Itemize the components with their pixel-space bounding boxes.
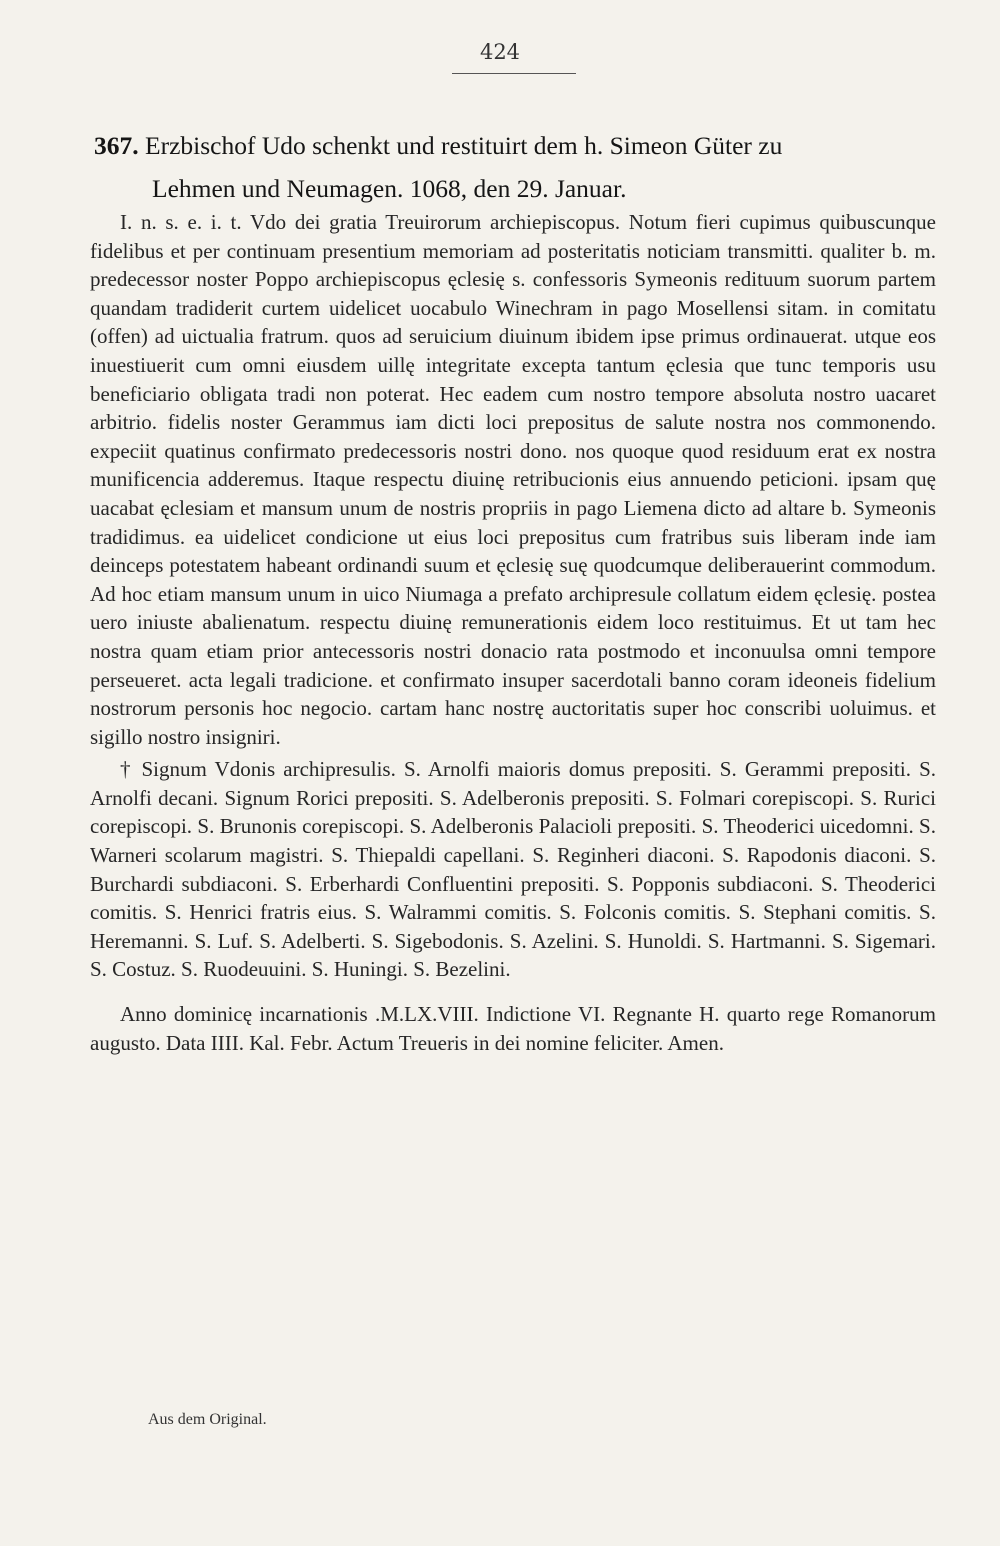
charter-heading <box>94 124 944 210</box>
heading-line2: Lehmen und Neumagen. 1068, den 29. Januar. <box>152 174 627 203</box>
charter-text: I. n. s. e. i. t. Vdo dei gratia Treuirorum archiepiscopus. Notum fieri cupimus quibuscunque fidelibus et per continuam presentium memoriam ad posteritatis noticiam transmitti. qualiter b. m. predecessor noster Poppo archiepiscopus ęclesię s. confessoris Symeonis redituum suorum partem quandam tradiderit curtem uidelicet uocabulo Winechram in pago Mosellensi sitam. in comitatu (offen) ad uictualia fratrum. quos ad seruicium diuinum ibidem ipse primus ordinauerat. utque eos inuestiuerit cum omni eiusdem uillę integritate excepta tantum ęclesia que tunc temporis usu beneficiario obligata tradi non poterat. Hec eadem cum nostro tempore absoluta nostro uacaret arbitrio. fidelis noster Gerammus iam dicti loci prepositus de salute nostra nos commonendo. expeciit quatinus confirmato predecessoris nostri dono. nos quoque quod residuum erat ex nostra munificencia adderemus. Itaque respectu diuinę retribucionis eius annuendo peticioni. ipsam quę uacabat ęclesiam et mansum unum de nostris propriis in pago Liemena dicto ad altare b. Symeonis tradidimus. ea uidelicet condicione ut eius loci prepositus cum fratribus suis liberam inde iam deinceps potestatem habeant ordinandi suum et ęclesię suę quodcumque deliberauerint commodum. Ad hoc etiam mansum unum in uico Niumaga a prefato archipresule collatum eidem ęclesię. postea uero iniuste abalienatum. respectu diuinę remunerationis eidem loco restituimus. Et ut tam hec nostra quam etiam prior antecessoris nostri donacio rata postmodo et inconuulsa omni tempore perseueret. acta legali tradicione. et confirmato insuper sacerdotali banno coram ideoneis fidelium nostrorum personis hoc negocio. cartam hanc nostrę auctoritatis super hoc conscribi uoluimus. et sigillo nostro insigniri. <box>90 210 936 749</box>
dating-clause: Anno dominicę incarnationis .M.LX.VIII. Indictione VI. Regnante H. quarto rege Romanorum augusto. Data IIII. Kal. Febr. Actum Treueris in dei nomine feliciter. Amen. <box>90 1002 936 1055</box>
heading-line1: Erzbischof Udo schenkt und restituirt dem h. Simeon Güter zu <box>145 131 783 160</box>
page-rule <box>452 73 576 74</box>
witness-list: † Signum Vdonis archipresulis. S. Arnolfi maioris domus prepositi. S. Gerammi prepositi. S. Arnolfi decani. Signum Rorici prepositi. S. Adelberonis prepositi. S. Folmari corepiscopi. S. Rurici corepiscopi. S. Brunonis corepiscopi. S. Adelberonis Palacioli prepositi. S. Theoderici uicedomni. S. Warneri scolarum magistri. S. Thiepaldi capellani. S. Reginheri diaconi. S. Rapodonis diaconi. S. Burchardi subdiaconi. S. Erberhardi Confluentini prepositi. S. Popponis subdiaconi. S. Theoderici comitis. S. Henrici fratris eius. S. Walrammi comitis. S. Folconis comitis. S. Stephani comitis. S. Heremanni. S. Luf. S. Adelberti. S. Sigebodonis. S. Azelini. S. Hunoldi. S. Hartmanni. S. Sigemari. S. Costuz. S. Ruodeuuini. S. Huningi. S. Bezelini. <box>90 757 936 982</box>
charter-number: 367. <box>94 131 139 160</box>
page-number: 424 <box>479 40 521 64</box>
charter-body <box>90 208 936 1057</box>
source-note: Aus dem Original. <box>148 1411 267 1428</box>
